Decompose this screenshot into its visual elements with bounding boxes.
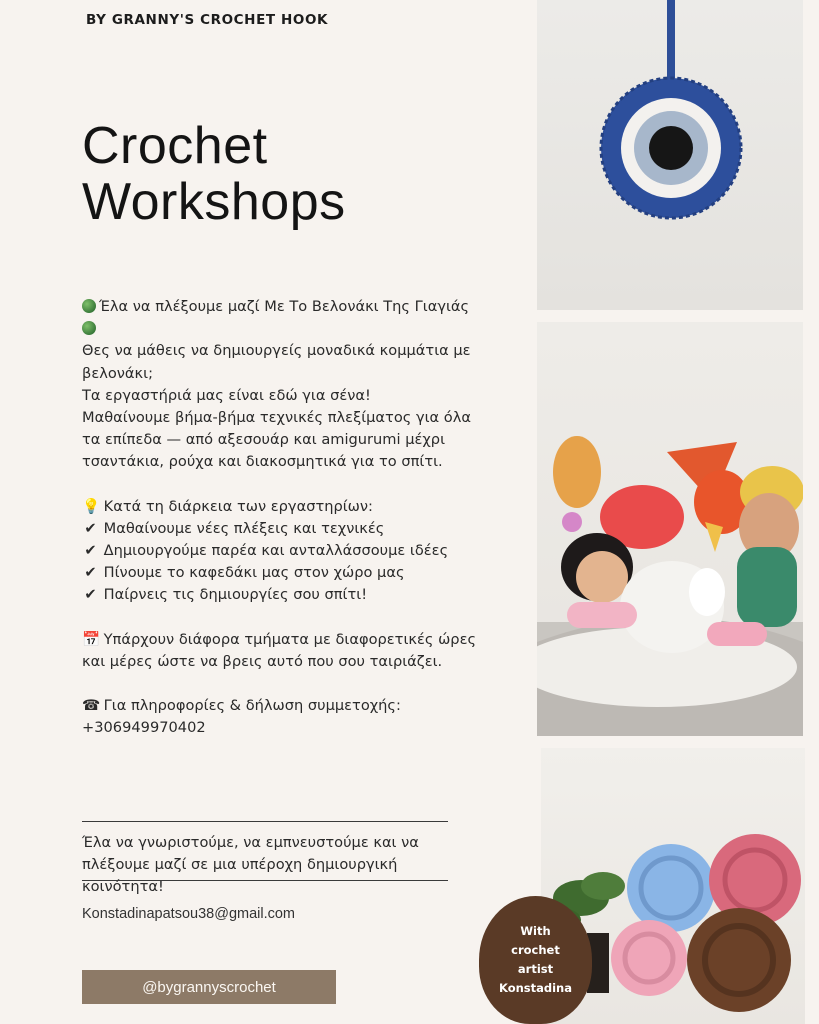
badge-line-2: crochet xyxy=(511,943,560,957)
intro-line-4: Μαθαίνουμε βήμα-βήμα τεχνικές πλεξίματος για όλα τα επίπεδα — από αξεσουάρ και amigurumi μέχρι τσαντάκια, ρούχα και διακοσμητικά για το σπίτι. xyxy=(82,409,471,471)
badge-line-3: artist xyxy=(517,962,554,976)
checkmark-icon: ✔ xyxy=(84,586,97,604)
divider-top xyxy=(82,821,448,822)
evil-eye-ornament-photo xyxy=(537,0,803,310)
intro-text-1: Έλα να πλέξουμε μαζί Με Το Βελονάκι Της Γιαγιάς xyxy=(99,298,470,315)
list-item xyxy=(82,518,482,540)
list-item xyxy=(82,584,482,606)
social-handle-button[interactable]: @bygrannyscrochet xyxy=(82,970,336,1004)
divider-bottom xyxy=(82,880,448,881)
amigurumi-toys-photo xyxy=(537,322,803,736)
during-heading-text: Κατά τη διάρκεια των εργαστηρίων: xyxy=(103,497,373,515)
schedule-text xyxy=(82,629,482,673)
workshop-description xyxy=(82,296,482,739)
badge-line-4: Konstadina xyxy=(498,981,573,995)
checkmark-icon: ✔ xyxy=(84,564,97,582)
schedule-body: Υπάρχουν διάφορα τμήματα με διαφορετικές ώρες και μέρες ώστε να βρεις αυτό που σου ταιριάζει. xyxy=(82,630,477,670)
intro-line-1 xyxy=(82,296,482,340)
email-link[interactable]: Konstadinapatsou38@gmail.com xyxy=(82,906,296,922)
list-item xyxy=(82,540,482,562)
title-line-2: Workshops xyxy=(82,173,346,231)
page-title xyxy=(82,118,346,230)
intro-line-2: Θες να μάθεις να δημιουργείς μοναδικά κομμάτια με βελονάκι; xyxy=(82,342,471,382)
contact-label xyxy=(82,695,482,717)
contact-label-text: Για πληροφορίες & δήλωση συμμετοχής: xyxy=(103,697,401,715)
artist-badge xyxy=(479,896,592,1024)
list-item-text: Μαθαίνουμε νέες πλέξεις και τεχνικές xyxy=(103,519,385,537)
brand-header: BY GRANNY'S CROCHET HOOK xyxy=(86,12,329,28)
during-heading xyxy=(82,496,482,518)
intro-line-3: Τα εργαστήριά μας είναι εδώ για σένα! xyxy=(82,386,371,404)
badge-line-1: With xyxy=(520,924,551,938)
contact-phone[interactable]: +306949970402 xyxy=(82,719,206,737)
yarn-globe-icon xyxy=(82,321,96,335)
list-item-text: Παίρνεις τις δημιουργίες σου σπίτι! xyxy=(103,586,368,604)
calendar-icon: 📅 xyxy=(82,630,101,648)
checkmark-icon: ✔ xyxy=(84,542,97,560)
yarn-globe-icon xyxy=(82,299,96,313)
list-item xyxy=(82,562,482,584)
closing-text: Έλα να γνωριστούμε, να εμπνευστούμε και να πλέξουμε μαζί σε μια υπέροχη δημιουργική κοινότητα! xyxy=(82,834,419,896)
list-item-text: Δημιουργούμε παρέα και ανταλλάσσουμε ιδέες xyxy=(103,542,449,560)
telephone-icon: ☎ xyxy=(82,697,101,715)
list-item-text: Πίνουμε το καφεδάκι μας στον χώρο μας xyxy=(103,564,405,582)
title-line-1: Crochet xyxy=(82,117,268,175)
lightbulb-icon: 💡 xyxy=(82,497,101,515)
checkmark-icon: ✔ xyxy=(84,519,97,537)
